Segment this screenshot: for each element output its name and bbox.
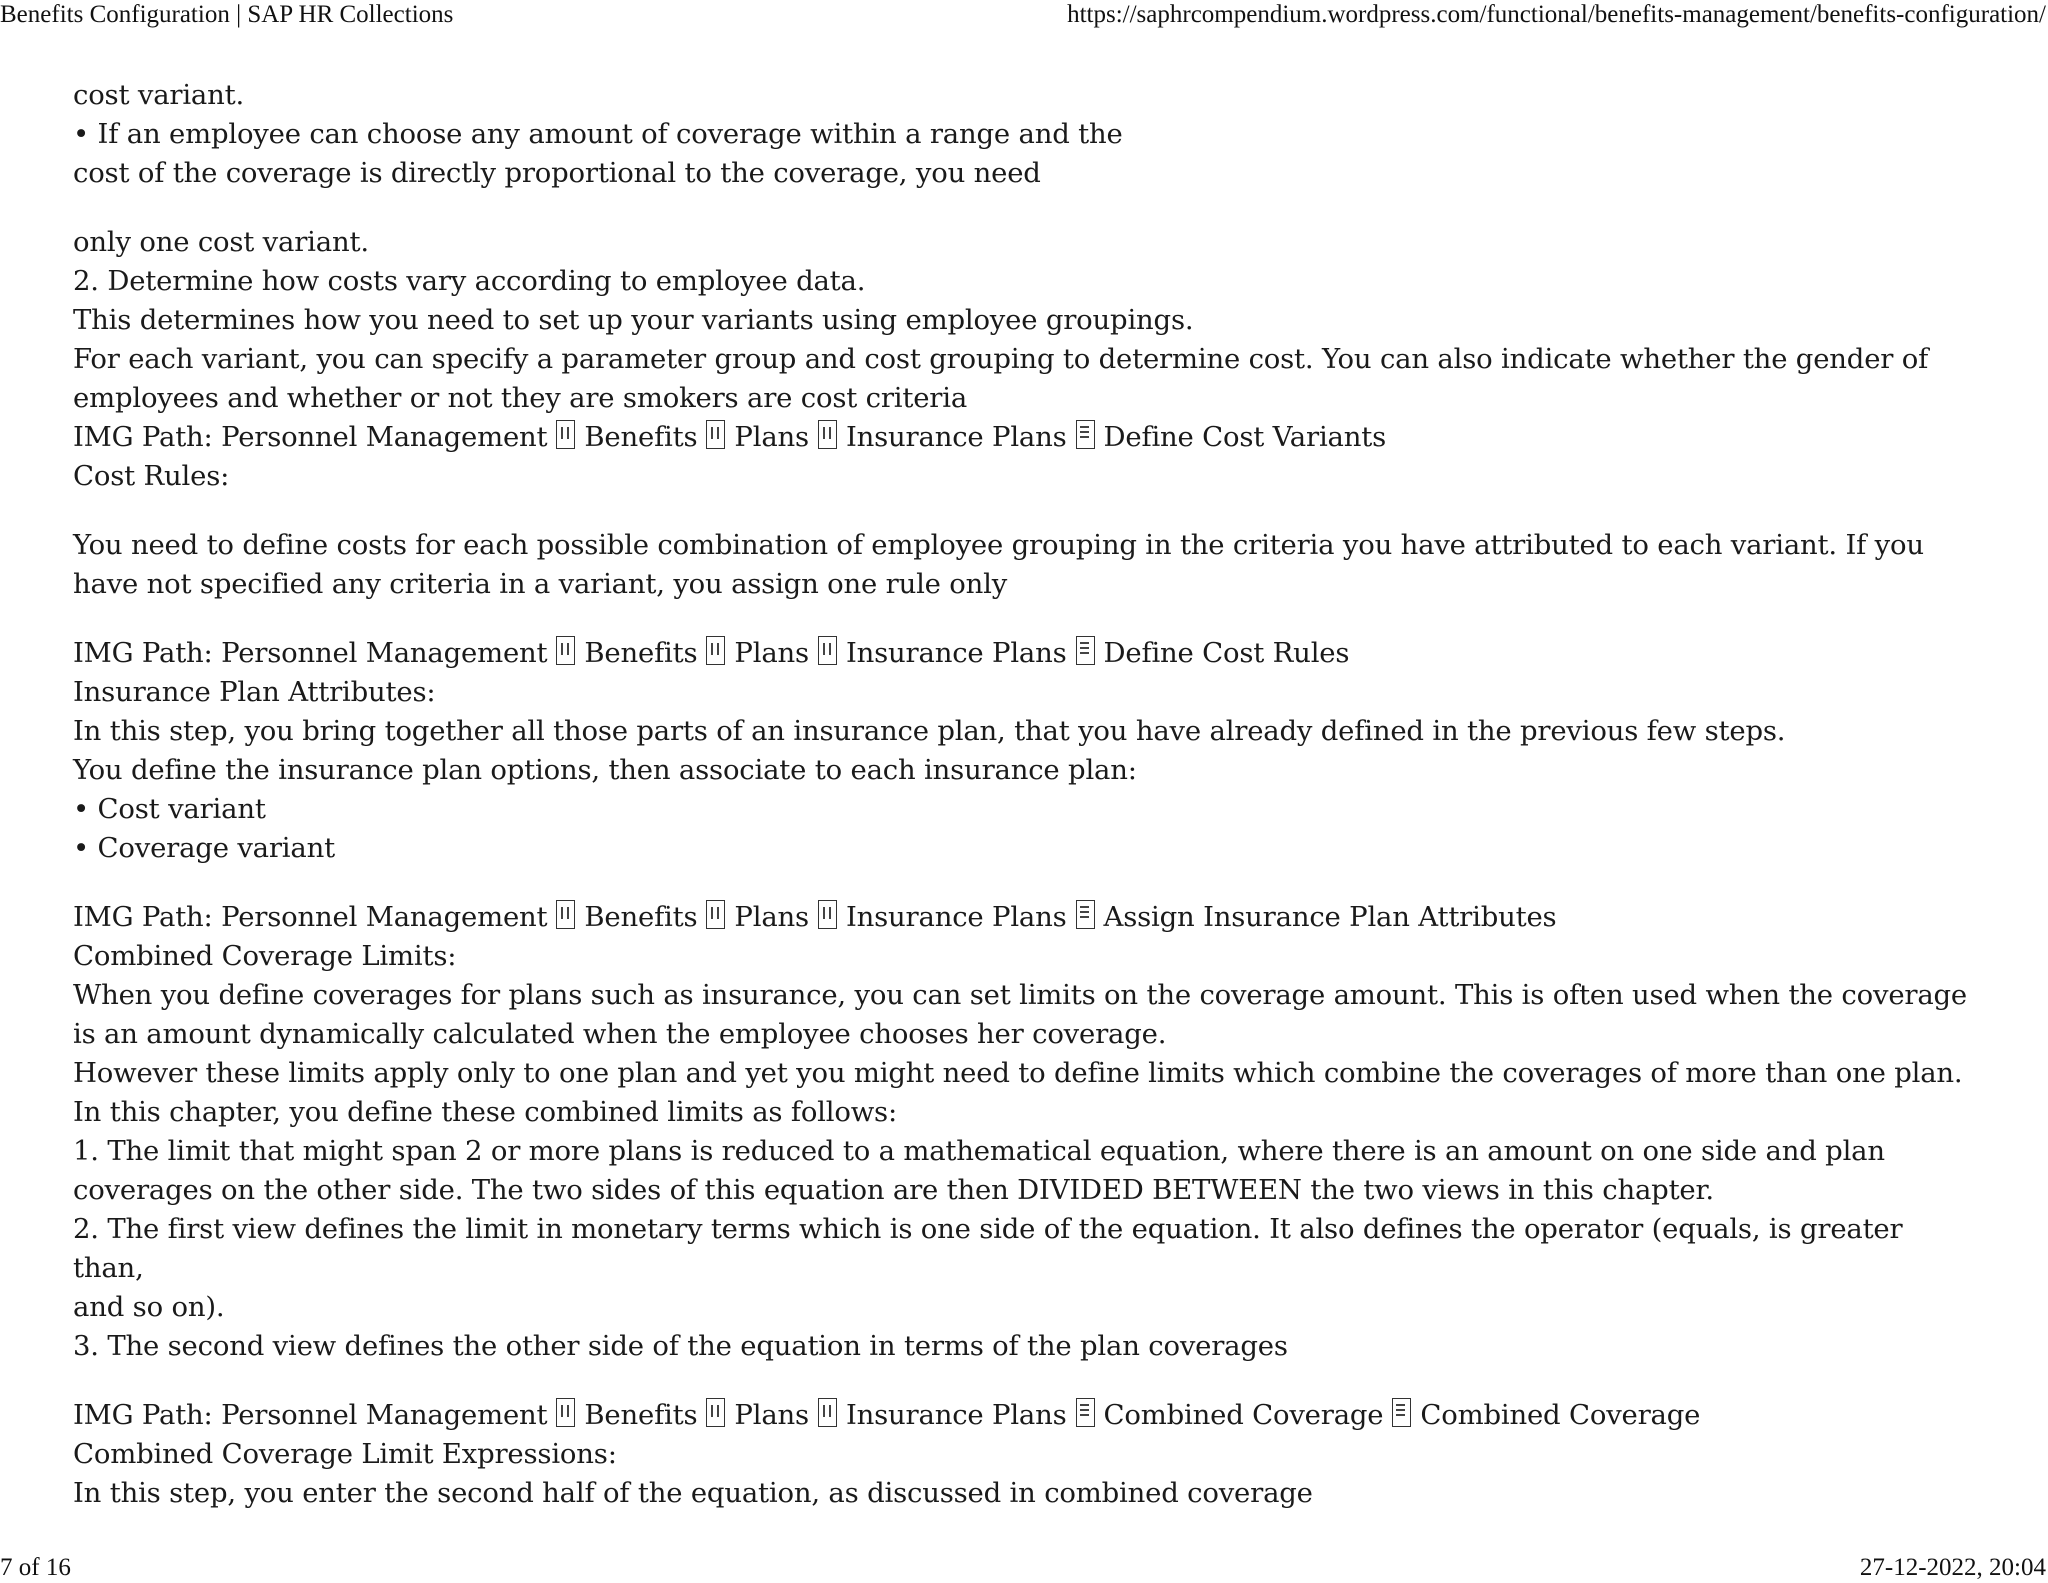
text-line: When you define coverages for plans such as insurance, you can set limits on the coverage amount. This is often used when the coverage bbox=[73, 979, 1968, 1011]
text-line: However these limits apply only to one plan and yet you might need to define limits which combine the coverages of more than one plan. bbox=[73, 1057, 1963, 1089]
page-header-title: Benefits Configuration | SAP HR Collections bbox=[0, 1, 454, 28]
text-line: employees and whether or not they are smokers are cost criteria bbox=[73, 382, 968, 414]
text-line: only one cost variant. bbox=[73, 226, 369, 258]
img-path-end: Combined Coverage bbox=[1103, 1399, 1384, 1431]
path-separator-icon bbox=[818, 900, 837, 929]
path-separator-icon bbox=[1392, 1398, 1411, 1427]
path-separator-icon bbox=[1076, 420, 1095, 449]
img-path-cost-variants bbox=[73, 418, 1973, 457]
section-heading: Combined Coverage Limits: bbox=[73, 940, 457, 972]
bullet-item: • Cost variant bbox=[73, 793, 266, 825]
path-separator-icon bbox=[1076, 636, 1095, 665]
path-separator-icon bbox=[818, 1398, 837, 1427]
img-path-plans: Plans bbox=[734, 421, 809, 453]
text-line: You define the insurance plan options, then associate to each insurance plan: bbox=[73, 754, 1137, 786]
img-path-combined-coverage bbox=[73, 1396, 1973, 1435]
text-line: have not specified any criteria in a variant, you assign one rule only bbox=[73, 568, 1008, 600]
numbered-item: 3. The second view defines the other side of the equation in terms of the plan coverages bbox=[73, 1330, 1288, 1362]
img-path-insurance-plans: Insurance Plans bbox=[845, 421, 1067, 453]
img-path-end: Define Cost Rules bbox=[1103, 637, 1350, 669]
numbered-item: 1. The limit that might span 2 or more plans is reduced to a mathematical equation, where there is an amount on one side and plan bbox=[73, 1135, 1885, 1167]
img-path-benefits: Benefits bbox=[584, 421, 698, 453]
numbered-item: 2. The first view defines the limit in monetary terms which is one side of the equation. It also defines the operator (equals, is greater than, bbox=[73, 1213, 1912, 1284]
img-path-insurance-plans: Insurance Plans bbox=[845, 901, 1067, 933]
img-path-plan-attributes bbox=[73, 898, 1973, 937]
path-separator-icon bbox=[556, 636, 575, 665]
path-separator-icon bbox=[706, 1398, 725, 1427]
text-line: In this step, you bring together all those parts of an insurance plan, that you have already defined in the previous few steps. bbox=[73, 715, 1786, 747]
text-line: is an amount dynamically calculated when the employee chooses her coverage. bbox=[73, 1018, 1167, 1050]
img-path-plans: Plans bbox=[734, 637, 809, 669]
img-path-cost-rules bbox=[73, 634, 1973, 673]
img-path-plans: Plans bbox=[734, 901, 809, 933]
text-line: For each variant, you can specify a parameter group and cost grouping to determine cost. You can also indicate whether the gender of bbox=[73, 343, 1929, 375]
path-separator-icon bbox=[1076, 1398, 1095, 1427]
path-separator-icon bbox=[556, 900, 575, 929]
section-heading: Insurance Plan Attributes: bbox=[73, 676, 436, 708]
section-heading: Combined Coverage Limit Expressions: bbox=[73, 1438, 617, 1470]
img-path-prefix: IMG Path: Personnel Management bbox=[73, 901, 548, 933]
path-separator-icon bbox=[818, 636, 837, 665]
text-line: In this chapter, you define these combined limits as follows: bbox=[73, 1096, 898, 1128]
img-path-benefits: Benefits bbox=[584, 637, 698, 669]
path-separator-icon bbox=[556, 1398, 575, 1427]
path-separator-icon bbox=[706, 420, 725, 449]
img-path-benefits: Benefits bbox=[584, 901, 698, 933]
text-line: This determines how you need to set up your variants using employee groupings. bbox=[73, 304, 1194, 336]
text-line: In this step, you enter the second half of the equation, as discussed in combined coverage bbox=[73, 1477, 1313, 1509]
img-path-end: Define Cost Variants bbox=[1103, 421, 1387, 453]
img-path-prefix: IMG Path: Personnel Management bbox=[73, 637, 548, 669]
img-path-prefix: IMG Path: Personnel Management bbox=[73, 1399, 548, 1431]
document-body bbox=[73, 76, 1973, 1513]
img-path-benefits: Benefits bbox=[584, 1399, 698, 1431]
text-line: coverages on the other side. The two sides of this equation are then DIVIDED BETWEEN the two views in this chapter. bbox=[73, 1174, 1714, 1206]
section-heading: Cost Rules: bbox=[73, 460, 230, 492]
path-separator-icon bbox=[706, 636, 725, 665]
path-separator-icon bbox=[706, 900, 725, 929]
img-path-end: Assign Insurance Plan Attributes bbox=[1103, 901, 1557, 933]
img-path-prefix: IMG Path: Personnel Management bbox=[73, 421, 548, 453]
text-line: You need to define costs for each possible combination of employee grouping in the criteria you have attributed to each variant. If you bbox=[73, 529, 1924, 561]
img-path-insurance-plans: Insurance Plans bbox=[845, 637, 1067, 669]
print-datetime: 27-12-2022, 20:04 bbox=[1859, 1554, 2046, 1581]
bullet-item: • Coverage variant bbox=[73, 832, 335, 864]
numbered-item: 2. Determine how costs vary according to employee data. bbox=[73, 265, 866, 297]
text-line: cost variant. bbox=[73, 79, 245, 111]
text-line: cost of the coverage is directly proportional to the coverage, you need bbox=[73, 157, 1041, 189]
img-path-insurance-plans: Insurance Plans bbox=[845, 1399, 1067, 1431]
img-path-end: Combined Coverage bbox=[1420, 1399, 1701, 1431]
bullet-item: • If an employee can choose any amount of coverage within a range and the bbox=[73, 118, 1123, 150]
img-path-plans: Plans bbox=[734, 1399, 809, 1431]
page-header-url[interactable]: https://saphrcompendium.wordpress.com/functional/benefits-management/benefits-configuration/ bbox=[1067, 1, 2046, 28]
path-separator-icon bbox=[1076, 900, 1095, 929]
text-line: and so on). bbox=[73, 1291, 225, 1323]
path-separator-icon bbox=[818, 420, 837, 449]
path-separator-icon bbox=[556, 420, 575, 449]
page-number: 7 of 16 bbox=[0, 1554, 71, 1581]
